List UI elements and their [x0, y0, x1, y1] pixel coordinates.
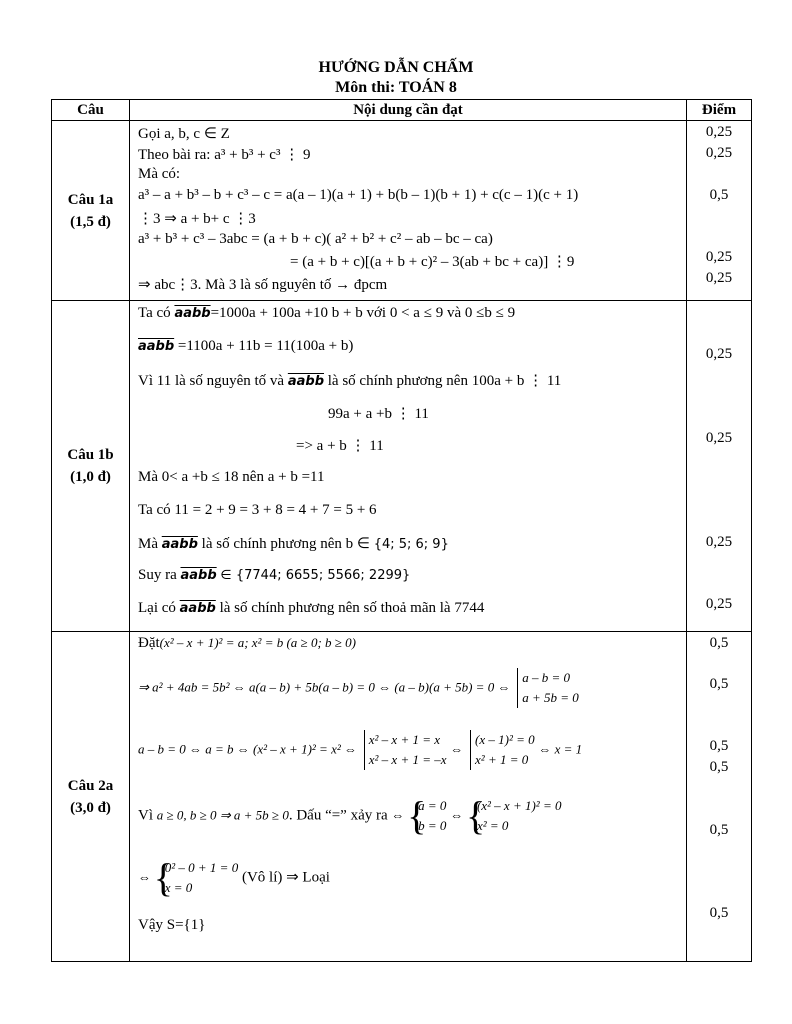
q1a-point-3: 0,5: [709, 187, 729, 203]
q1a-line-4: a³ – a + b³ – b + c³ – c = a(a – 1)(a + 1) + b(b – 1)(b + 1) + c(c – 1)(c + 1): [138, 187, 579, 203]
q2a-line-4: [138, 796, 561, 836]
q2a-l4-system1: [408, 796, 446, 836]
table-row-2a: [52, 632, 752, 962]
q1b-l9-pre: Suy ra: [138, 567, 177, 583]
q2a-l5-text: (Vô lí) ⇒ Loại: [241, 869, 330, 886]
cau-1a-score: (1,5 đ): [70, 213, 111, 230]
q2a-l5-system: [155, 858, 238, 898]
cau-2a-label: Câu 2a: [67, 777, 114, 794]
q2a-l4-c2: b = 0: [418, 818, 447, 833]
q2a-l4-c1: a = 0: [418, 798, 447, 813]
q1b-line-7: Ta có 11 = 2 + 9 = 3 + 8 = 4 + 7 = 5 + 6: [138, 502, 377, 518]
q1a-point-5: 0,25: [705, 270, 733, 286]
q1a-line-3: Mà có:: [138, 166, 181, 182]
q2a-point-6: 0,5: [709, 905, 729, 921]
q2a-point-4: 0,5: [709, 759, 729, 775]
q2a-l3-end: ⇔ x = 1: [538, 741, 583, 757]
cau-1b-label: Câu 1b: [67, 447, 114, 463]
q2a-l3-math: a – b = 0 ⇔ a = b ⇔ (x² – x + 1)² = x² ⇔: [138, 741, 358, 757]
q2a-l2-c2: a + 5b = 0: [522, 690, 579, 705]
q1a-point-1: 0,25: [705, 124, 733, 140]
q2a-l4-d1: (x² – x + 1)² = 0: [476, 798, 562, 813]
q1b-line-6: Mà 0< a +b ≤ 18 nên a + b =11: [138, 469, 325, 485]
q1b-point-4: 0,25: [705, 596, 733, 612]
q2a-point-5: 0,5: [709, 822, 729, 838]
doc-title: HƯỚNG DẪN CHẤM: [318, 59, 474, 76]
q2a-l1-pre: Đặt: [138, 635, 160, 651]
q2a-line-6: Vậy S={1}: [138, 917, 206, 933]
q1b-line-5: => a + b ⋮ 11: [296, 438, 384, 454]
doc-subtitle: Môn thi: TOÁN 8: [335, 79, 457, 96]
q2a-l5-equiv: ⇔: [138, 869, 151, 885]
points-1b: [687, 301, 752, 632]
q2a-l3-equiv: ⇔: [450, 741, 464, 757]
q2a-l2-math: ⇒ a² + 4ab = 5b² ⇔ a(a – b) + 5b(a – b) = 0 ⇔ (a – b)(a + 5b) = 0 ⇔: [138, 679, 511, 695]
q1a-line-2: Theo bài ra: a³ + b³ + c³ ⋮ 9: [138, 147, 311, 163]
q2a-l2-c1: a – b = 0: [522, 670, 570, 685]
points-2a: [687, 632, 752, 962]
q2a-line-3: [138, 730, 582, 770]
q2a-l3-bracket2: [470, 730, 535, 770]
q1a-line-6: a³ + b³ + c³ – 3abc = (a + b + c)( a² + b² + c² – ab – bc – ca): [138, 231, 493, 247]
q1b-l1-pre: Ta có: [138, 305, 171, 321]
cau-2a-score: (3,0 đ): [70, 799, 111, 816]
q2a-l4-math: a ≥ 0, b ≥ 0 ⇒ a + 5b ≥ 0: [156, 807, 289, 823]
q2a-l4-equiv: ⇔: [391, 807, 405, 823]
q1b-line-4: 99a + a +b ⋮ 11: [328, 406, 429, 422]
points-1a: [687, 121, 752, 301]
q2a-l1-math: (x² – x + 1)² = a; x² = b (a ≥ 0; b ≥ 0): [159, 635, 356, 650]
header-diem: Điểm: [687, 100, 752, 121]
aabb-term: aabb: [161, 537, 198, 552]
cau-1b: [52, 301, 130, 632]
header-content: Nội dung cần đạt: [130, 100, 687, 121]
q1a-line-1: Gọi a, b, c ∈ Z: [138, 126, 230, 142]
q1b-point-2: 0,25: [705, 430, 733, 446]
q2a-line-1: [138, 635, 356, 652]
q1a-point-4: 0,25: [705, 249, 733, 265]
q1b-point-3: 0,25: [705, 534, 733, 550]
q1b-line-3: [138, 371, 561, 390]
cau-1a: [52, 121, 130, 301]
q1a-line-8: ⇒ abc⋮3. Mà 3 là số nguyên tố → đpcm: [138, 277, 388, 293]
q1b-l8-pre: Mà: [138, 536, 158, 552]
q1b-line-10: [138, 600, 484, 617]
q2a-l3-bracket1: [364, 730, 447, 770]
q1b-l3-pre: Vì 11 là số nguyên tố và: [138, 373, 285, 389]
table-row-1a: [52, 121, 752, 301]
q1b-l10-pre: Lại có: [138, 600, 176, 616]
q2a-line-5: [138, 858, 330, 898]
q1b-line-8: [138, 534, 449, 553]
aabb-term: aabb: [174, 306, 211, 321]
q2a-l4-mid: . Dấu “=” xảy ra: [288, 807, 388, 824]
q2a-l3-d1: (x – 1)² = 0: [475, 732, 535, 747]
q2a-point-1: 0,5: [709, 635, 729, 651]
grading-table: [51, 99, 752, 962]
table-header-row: [52, 100, 752, 121]
q2a-l3-c2: x² – x + 1 = –x: [368, 752, 447, 767]
q1b-l10-post: là số chính phương nên số thoả mãn là 7744: [219, 600, 485, 616]
table-row-1b: [52, 301, 752, 632]
q2a-l3-d2: x² + 1 = 0: [475, 752, 529, 767]
q1a-line-7: = (a + b + c)[(a + b + c)² – 3(ab + bc + ca)] ⋮9: [290, 254, 575, 270]
q1b-l9-set: ∈ {7744; 6655; 5566; 2299}: [220, 568, 411, 583]
content-1a: [130, 121, 687, 301]
aabb-term: aabb: [287, 374, 324, 389]
q1b-l1-text: =1000a + 100a +10 b + b với 0 < a ≤ 9 và 0 ≤b ≤ 9: [210, 305, 516, 321]
content-2a: [130, 632, 687, 962]
cau-1b-score: (1,0 đ): [70, 469, 111, 485]
q1b-l2-text: =1100a + 11b = 11(100a + b): [177, 338, 354, 354]
aabb-term: aabb: [138, 339, 175, 354]
q1b-point-1: 0,25: [705, 346, 733, 362]
q1a-line-5: ⋮3 ⇒ a + b+ c ⋮3: [138, 211, 256, 227]
q2a-line-2: [138, 668, 579, 708]
q1b-l8-set: {4; 5; 6; 9}: [373, 537, 449, 552]
aabb-term: aabb: [180, 568, 217, 583]
q2a-l4-equiv2: ⇔: [450, 807, 464, 823]
q2a-l2-bracket: [517, 668, 579, 708]
q1b-line-9: [138, 567, 410, 584]
q2a-l5-c1: 0² – 0 + 1 = 0: [164, 860, 239, 875]
q1b-l3-post: là số chính phương nên 100a + b ⋮ 11: [327, 373, 562, 389]
q1a-point-2: 0,25: [705, 145, 733, 161]
q2a-l4-d2: x² = 0: [476, 818, 509, 833]
q1b-line-1: [138, 305, 515, 322]
content-1b: [130, 301, 687, 632]
cau-1a-label: Câu 1a: [67, 191, 114, 208]
q2a-point-2: 0,5: [709, 676, 729, 692]
q1b-l8-post: là số chính phương nên b ∈: [201, 536, 370, 552]
cau-2a: [52, 632, 130, 962]
aabb-term: aabb: [179, 601, 216, 616]
q2a-l3-c1: x² – x + 1 = x: [368, 732, 441, 747]
q2a-point-3: 0,5: [709, 738, 729, 754]
header-cau: Câu: [52, 100, 130, 121]
q2a-l5-c2: x = 0: [164, 880, 193, 895]
q2a-l4-system2: [467, 796, 562, 836]
q1b-line-2: [138, 338, 353, 355]
q2a-l4-pre: Vì: [138, 807, 153, 824]
